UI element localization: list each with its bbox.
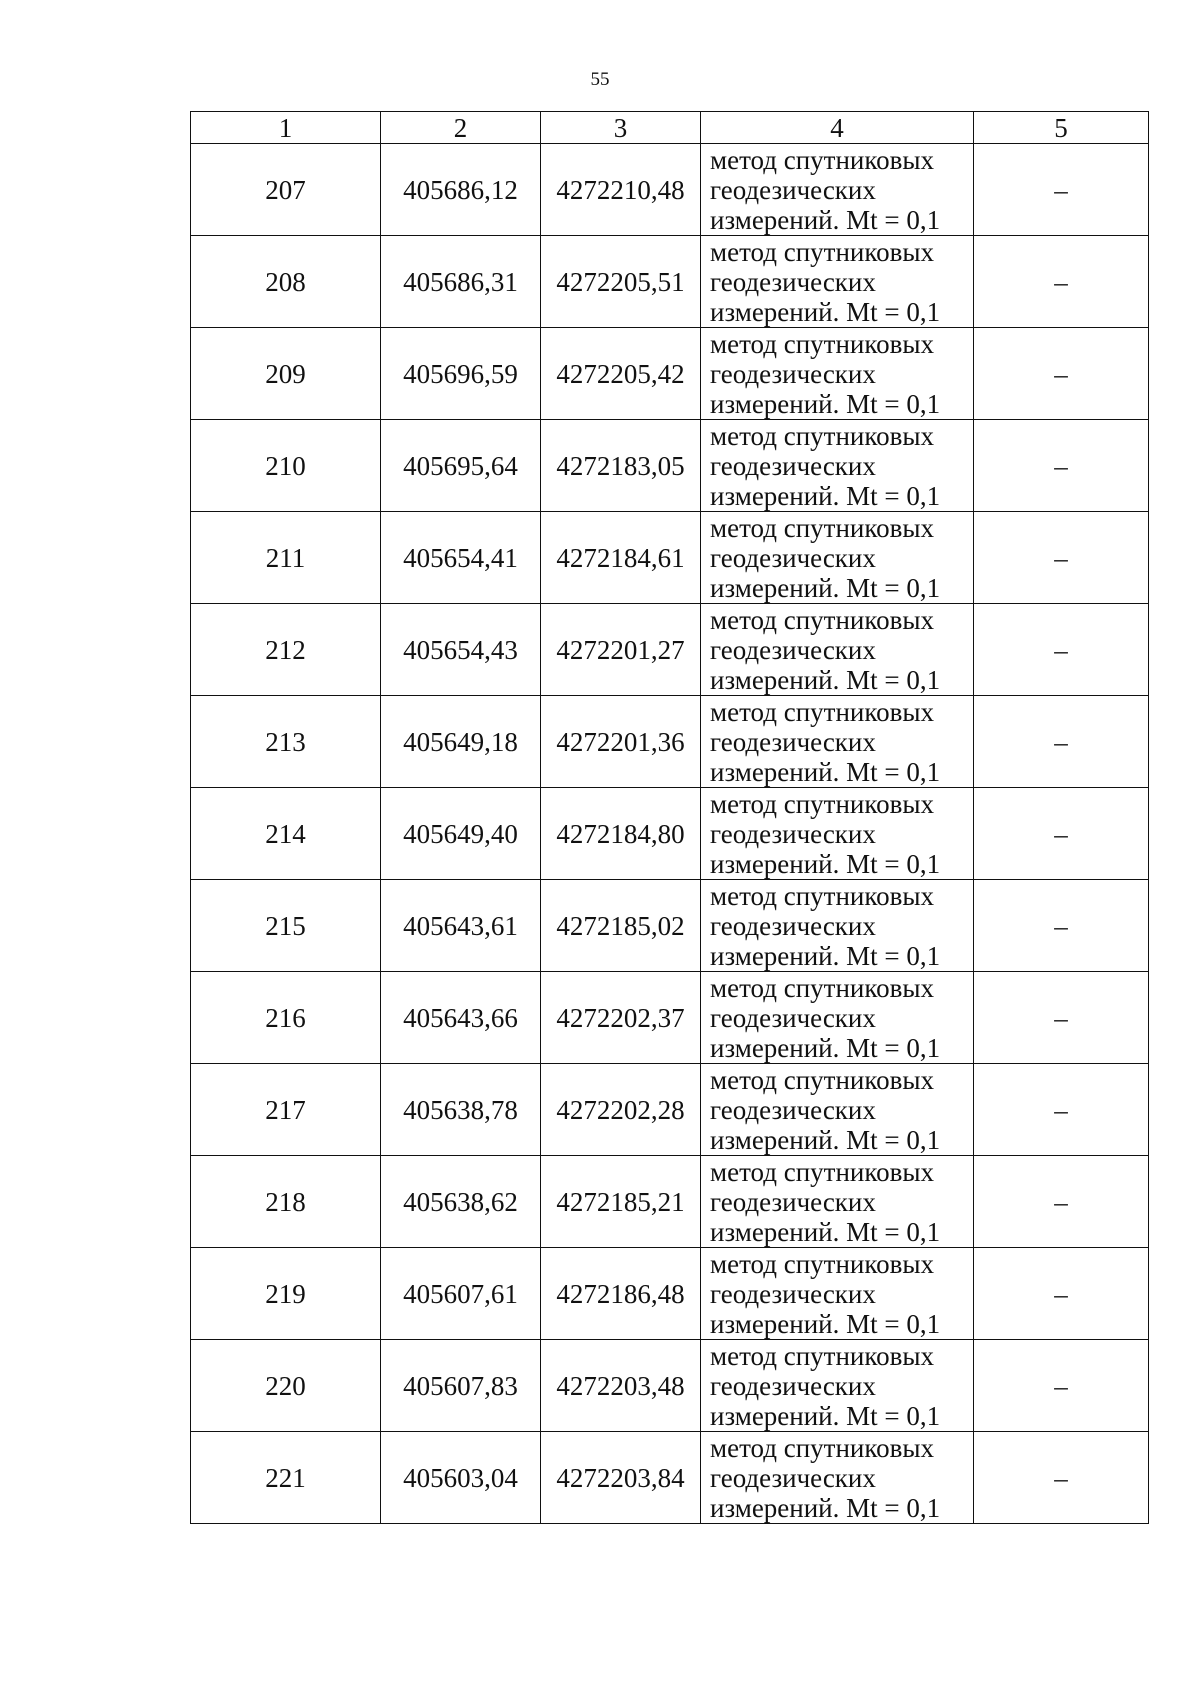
- y-coordinate-cell: 4272184,61: [541, 512, 701, 604]
- point-number-cell: 213: [191, 696, 381, 788]
- y-coordinate-cell: 4272205,42: [541, 328, 701, 420]
- point-number-cell: 215: [191, 880, 381, 972]
- method-line: геодезических: [710, 266, 876, 297]
- method-line: метод спутниковых: [710, 512, 934, 543]
- point-number-cell: 210: [191, 420, 381, 512]
- table-row: [191, 1156, 1149, 1248]
- x-coordinate-cell: 405695,64: [381, 420, 541, 512]
- method-cell: [701, 1248, 974, 1340]
- point-number-cell: 214: [191, 788, 381, 880]
- method-line: метод спутниковых: [710, 880, 934, 911]
- method-line: геодезических: [710, 910, 876, 941]
- table-row: [191, 144, 1149, 236]
- description-cell: –: [974, 1432, 1149, 1524]
- x-coordinate-cell: 405643,61: [381, 880, 541, 972]
- method-line: геодезических: [710, 634, 876, 665]
- x-coordinate-cell: 405686,12: [381, 144, 541, 236]
- y-coordinate-cell: 4272203,48: [541, 1340, 701, 1432]
- table-row: [191, 1340, 1149, 1432]
- description-cell: –: [974, 696, 1149, 788]
- method-line: измерений. Mt = 0,1: [710, 664, 941, 695]
- table-row: [191, 788, 1149, 880]
- method-line: измерений. Mt = 0,1: [710, 1400, 941, 1431]
- point-number-cell: 209: [191, 328, 381, 420]
- y-coordinate-cell: 4272202,37: [541, 972, 701, 1064]
- method-line: измерений. Mt = 0,1: [710, 1216, 941, 1247]
- method-line: геодезических: [710, 818, 876, 849]
- column-header-3: 3: [541, 112, 701, 144]
- method-line: геодезических: [710, 174, 876, 205]
- table-row: [191, 328, 1149, 420]
- method-line: метод спутниковых: [710, 236, 934, 267]
- point-number-cell: 208: [191, 236, 381, 328]
- method-cell: [701, 512, 974, 604]
- method-line: метод спутниковых: [710, 1156, 934, 1187]
- y-coordinate-cell: 4272185,02: [541, 880, 701, 972]
- x-coordinate-cell: 405607,83: [381, 1340, 541, 1432]
- table-row: [191, 604, 1149, 696]
- method-line: метод спутниковых: [710, 604, 934, 635]
- description-cell: –: [974, 236, 1149, 328]
- table-header: [191, 112, 1149, 144]
- point-number-cell: 221: [191, 1432, 381, 1524]
- point-number-cell: 220: [191, 1340, 381, 1432]
- method-line: метод спутниковых: [710, 696, 934, 727]
- y-coordinate-cell: 4272205,51: [541, 236, 701, 328]
- table-row: [191, 1432, 1149, 1524]
- method-line: метод спутниковых: [710, 1432, 934, 1463]
- table-body: [191, 144, 1149, 1524]
- method-line: измерений. Mt = 0,1: [710, 940, 941, 971]
- column-header-5: 5: [974, 112, 1149, 144]
- method-line: измерений. Mt = 0,1: [710, 1308, 941, 1339]
- table-row: [191, 880, 1149, 972]
- point-number-cell: 207: [191, 144, 381, 236]
- y-coordinate-cell: 4272185,21: [541, 1156, 701, 1248]
- column-header-4: 4: [701, 112, 974, 144]
- header-row: [191, 112, 1149, 144]
- method-cell: [701, 1156, 974, 1248]
- method-line: геодезических: [710, 1094, 876, 1125]
- method-line: геодезических: [710, 1278, 876, 1309]
- method-line: метод спутниковых: [710, 144, 934, 175]
- point-number-cell: 216: [191, 972, 381, 1064]
- description-cell: –: [974, 420, 1149, 512]
- description-cell: –: [974, 512, 1149, 604]
- method-line: метод спутниковых: [710, 1064, 934, 1095]
- table-row: [191, 972, 1149, 1064]
- point-number-cell: 219: [191, 1248, 381, 1340]
- x-coordinate-cell: 405603,04: [381, 1432, 541, 1524]
- x-coordinate-cell: 405649,18: [381, 696, 541, 788]
- column-header-1: 1: [191, 112, 381, 144]
- x-coordinate-cell: 405686,31: [381, 236, 541, 328]
- method-line: измерений. Mt = 0,1: [710, 1124, 941, 1155]
- method-line: метод спутниковых: [710, 1248, 934, 1279]
- method-line: измерений. Mt = 0,1: [710, 1032, 941, 1063]
- x-coordinate-cell: 405607,61: [381, 1248, 541, 1340]
- description-cell: –: [974, 1064, 1149, 1156]
- point-number-cell: 217: [191, 1064, 381, 1156]
- y-coordinate-cell: 4272202,28: [541, 1064, 701, 1156]
- table-row: [191, 696, 1149, 788]
- method-line: геодезических: [710, 542, 876, 573]
- x-coordinate-cell: 405696,59: [381, 328, 541, 420]
- method-cell: [701, 236, 974, 328]
- description-cell: –: [974, 1156, 1149, 1248]
- y-coordinate-cell: 4272186,48: [541, 1248, 701, 1340]
- method-line: измерений. Mt = 0,1: [710, 480, 941, 511]
- page-number: 55: [590, 69, 610, 90]
- method-line: метод спутниковых: [710, 328, 934, 359]
- method-line: метод спутниковых: [710, 788, 934, 819]
- method-cell: [701, 788, 974, 880]
- method-cell: [701, 880, 974, 972]
- y-coordinate-cell: 4272201,36: [541, 696, 701, 788]
- method-line: измерений. Mt = 0,1: [710, 848, 941, 879]
- method-line: геодезических: [710, 1370, 876, 1401]
- method-line: измерений. Mt = 0,1: [710, 756, 941, 787]
- x-coordinate-cell: 405654,41: [381, 512, 541, 604]
- y-coordinate-cell: 4272183,05: [541, 420, 701, 512]
- description-cell: –: [974, 880, 1149, 972]
- method-line: измерений. Mt = 0,1: [710, 1492, 941, 1523]
- description-cell: –: [974, 788, 1149, 880]
- x-coordinate-cell: 405654,43: [381, 604, 541, 696]
- description-cell: –: [974, 1248, 1149, 1340]
- method-cell: [701, 1064, 974, 1156]
- description-cell: –: [974, 1340, 1149, 1432]
- method-line: геодезических: [710, 358, 876, 389]
- point-number-cell: 212: [191, 604, 381, 696]
- point-number-cell: 211: [191, 512, 381, 604]
- x-coordinate-cell: 405643,66: [381, 972, 541, 1064]
- method-line: измерений. Mt = 0,1: [710, 388, 941, 419]
- method-line: геодезических: [710, 1462, 876, 1493]
- y-coordinate-cell: 4272210,48: [541, 144, 701, 236]
- method-line: метод спутниковых: [710, 972, 934, 1003]
- method-line: геодезических: [710, 726, 876, 757]
- x-coordinate-cell: 405638,78: [381, 1064, 541, 1156]
- table-row: [191, 1248, 1149, 1340]
- method-cell: [701, 604, 974, 696]
- description-cell: –: [974, 604, 1149, 696]
- method-line: измерений. Mt = 0,1: [710, 204, 941, 235]
- description-cell: –: [974, 144, 1149, 236]
- method-cell: [701, 1432, 974, 1524]
- method-line: измерений. Mt = 0,1: [710, 572, 941, 603]
- point-number-cell: 218: [191, 1156, 381, 1248]
- coordinates-table: [190, 111, 1149, 1524]
- y-coordinate-cell: 4272203,84: [541, 1432, 701, 1524]
- method-cell: [701, 1340, 974, 1432]
- method-line: измерений. Mt = 0,1: [710, 296, 941, 327]
- table-row: [191, 236, 1149, 328]
- method-line: метод спутниковых: [710, 1340, 934, 1371]
- method-line: геодезических: [710, 1002, 876, 1033]
- table-row: [191, 512, 1149, 604]
- method-cell: [701, 696, 974, 788]
- description-cell: –: [974, 972, 1149, 1064]
- method-cell: [701, 328, 974, 420]
- method-cell: [701, 972, 974, 1064]
- method-cell: [701, 144, 974, 236]
- table-row: [191, 1064, 1149, 1156]
- x-coordinate-cell: 405649,40: [381, 788, 541, 880]
- method-cell: [701, 420, 974, 512]
- method-line: геодезических: [710, 1186, 876, 1217]
- y-coordinate-cell: 4272201,27: [541, 604, 701, 696]
- y-coordinate-cell: 4272184,80: [541, 788, 701, 880]
- method-line: геодезических: [710, 450, 876, 481]
- table-row: [191, 420, 1149, 512]
- x-coordinate-cell: 405638,62: [381, 1156, 541, 1248]
- method-line: метод спутниковых: [710, 420, 934, 451]
- description-cell: –: [974, 328, 1149, 420]
- column-header-2: 2: [381, 112, 541, 144]
